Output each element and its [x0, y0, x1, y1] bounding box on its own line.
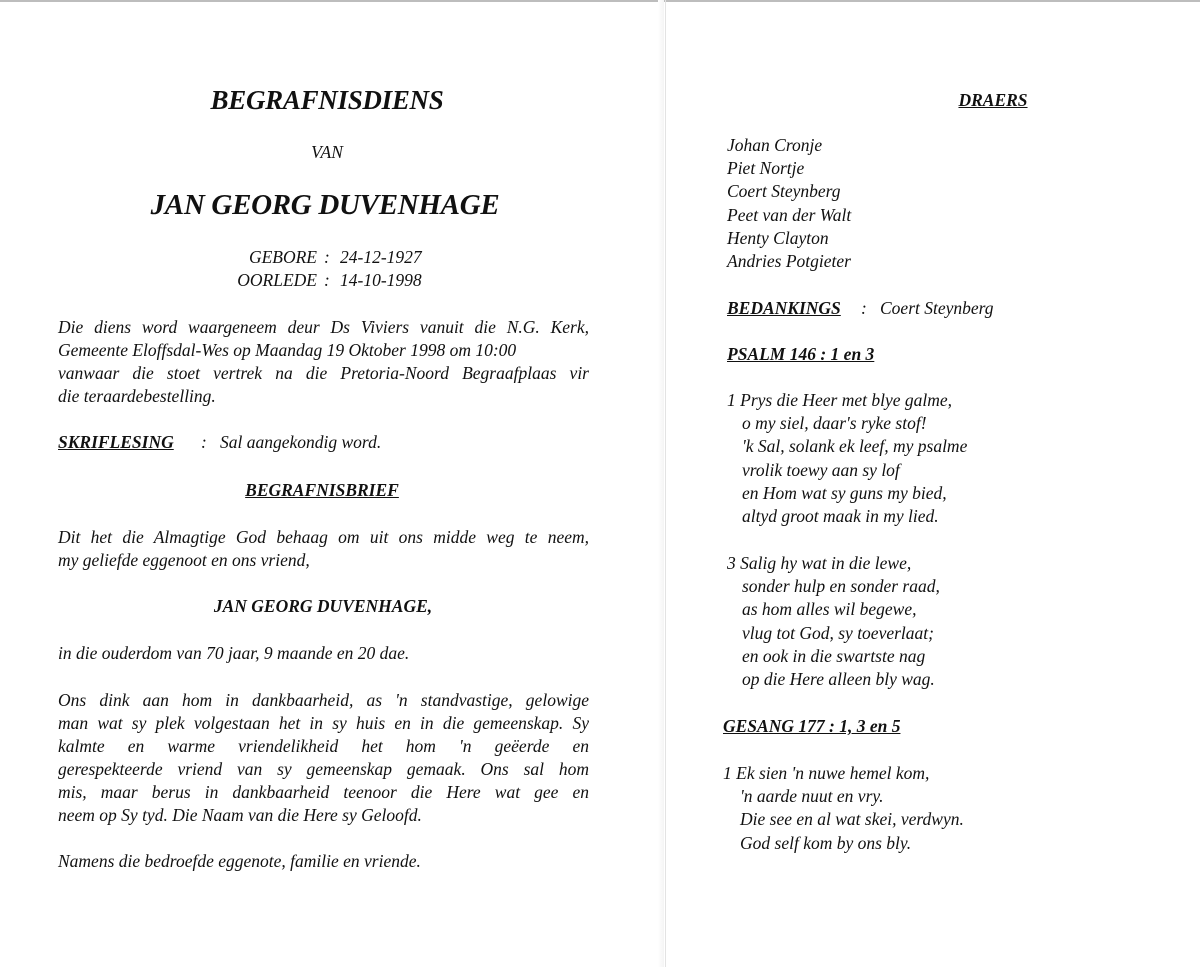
bearers-list: [727, 134, 851, 273]
service-paragraph: [58, 316, 589, 408]
letter-heading: BEGRAFNISBRIEF: [245, 480, 399, 500]
died-date: 14-10-1998: [340, 270, 422, 290]
psalm-verse-3: [727, 552, 940, 691]
died-label: OORLEDE: [237, 270, 317, 290]
psalm-verse-1: [727, 389, 967, 528]
verse-line: op die Here alleen bly wag.: [742, 669, 935, 690]
verse-line: 'k Sal, solank ek leef, my psalme: [742, 436, 968, 457]
tribute-line: kalmte en warme vriendelikheid het hom 'n geëerde en: [58, 736, 589, 756]
thanks-label: BEDANKINGS: [727, 298, 841, 318]
page-fold-shadow: [658, 0, 664, 967]
thanks-separator: :: [861, 298, 867, 318]
thanks-name: Coert Steynberg: [880, 298, 994, 318]
verse-line: altyd groot maak in my lied.: [742, 506, 939, 527]
service-line: vanwaar die stoet vertrek na die Pretoria-Noord Begraafplaas vir: [58, 363, 589, 383]
letter-name: JAN GEORG DUVENHAGE,: [213, 596, 433, 616]
bearer-name: Coert Steynberg: [727, 181, 841, 202]
van-label: VAN: [311, 142, 343, 162]
letter-line: my geliefde eggenoot en ons vriend,: [58, 550, 310, 570]
tribute-line: gerespekteerde vriend van sy gemeenskap gemaak. Ons sal hom: [58, 759, 589, 779]
age-text: in die ouderdom van 70 jaar, 9 maande en 20 dae.: [58, 643, 410, 663]
tribute-line: Ons dink aan hom in dankbaarheid, as 'n standvastige, gelowige: [58, 690, 589, 710]
born-label: GEBORE: [248, 247, 317, 267]
verse-line: 3 Salig hy wat in die lewe,: [727, 553, 912, 573]
verse-line: o my siel, daar's ryke stof!: [742, 413, 927, 434]
verse-line: 1 Prys die Heer met blye galme,: [727, 390, 952, 410]
page-top-edge: [0, 0, 1200, 2]
hymn-heading: GESANG 177 : 1, 3 en 5: [723, 716, 901, 736]
service-line: Gemeente Eloffsdal-Wes op Maandag 19 Oktober 1998 om 10:00: [58, 340, 517, 360]
verse-line: vrolik toewy aan sy lof: [742, 459, 900, 480]
born-date: 24-12-1927: [340, 247, 422, 267]
verse-line: en Hom wat sy guns my bied,: [742, 482, 947, 503]
letter-line: Dit het die Almagtige God behaag om uit ons midde weg te neem,: [58, 527, 589, 547]
tribute-line: mis, maar berus in dankbaarheid teenoor die Here wat gee en: [58, 782, 589, 802]
died-separator: :: [324, 270, 330, 290]
service-line: Die diens word waargeneem deur Ds Viviers vanuit die N.G. Kerk,: [58, 317, 589, 337]
service-line: die teraardebestelling.: [58, 386, 216, 406]
tribute-line: man wat sy plek volgestaan het in sy huis en in die gemeenskap. Sy: [58, 713, 589, 733]
page-title: BEGRAFNISDIENS: [210, 85, 444, 115]
verse-line: Die see en al wat skei, verdwyn.: [740, 809, 964, 830]
bearer-name: Peet van der Walt: [727, 204, 852, 225]
born-separator: :: [324, 247, 330, 267]
verse-line: 'n aarde nuut en vry.: [740, 786, 884, 807]
letter-paragraph: [58, 526, 589, 572]
bearer-name: Henty Clayton: [727, 227, 829, 248]
bearer-name: Johan Cronje: [727, 135, 823, 155]
bearer-name: Andries Potgieter: [727, 251, 851, 272]
verse-line: sonder hulp en sonder raad,: [742, 576, 940, 597]
tribute-line: neem op Sy tyd. Die Naam van die Here sy Geloofd.: [58, 805, 422, 825]
hymn-verse-1: [723, 762, 964, 855]
page-fold: [665, 0, 666, 967]
verse-line: vlug tot God, sy toeverlaat;: [742, 622, 934, 643]
tribute-paragraph: [58, 689, 589, 827]
reading-label: SKRIFLESING: [58, 432, 174, 452]
verse-line: 1 Ek sien 'n nuwe hemel kom,: [723, 763, 930, 783]
verse-line: God self kom by ons bly.: [740, 832, 912, 853]
reading-separator: :: [201, 432, 207, 452]
psalm-heading: PSALM 146 : 1 en 3: [727, 344, 875, 364]
deceased-name: JAN GEORG DUVENHAGE: [150, 189, 500, 221]
bearers-heading: DRAERS: [958, 90, 1028, 110]
verse-line: as hom alles wil begewe,: [742, 599, 917, 620]
reading-text: Sal aangekondig word.: [220, 432, 382, 452]
closing-text: Namens die bedroefde eggenote, familie en vriende.: [58, 851, 421, 871]
bearer-name: Piet Nortje: [727, 158, 805, 179]
verse-line: en ook in die swartste nag: [742, 645, 926, 666]
